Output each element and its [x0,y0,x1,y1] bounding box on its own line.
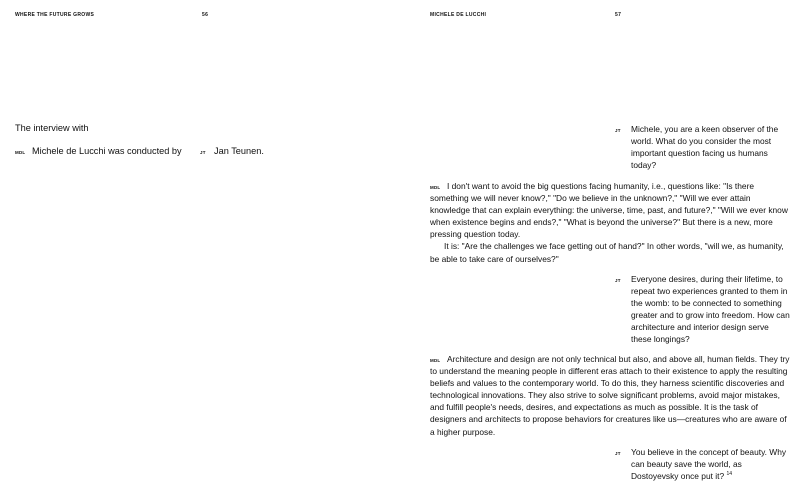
a2-paragraph: Architecture and design are not only technical but also, and above all, human fields. They try to understand the meaning people in different eras attach to their existence to apply the resulting beliefs and values to the contemporary world. To do this, they harness scientific discoveries and technological innovations. They also strive to solve significant problems, avoid major mistakes, and fulfill people's needs, desires, and expectations as much as possible. It is the task of designers and architects to propose behaviors for creatures like us—creatures who are aware of a higher purpose. [430,354,790,437]
a1-paragraph-1: I don't want to avoid the big questions facing humanity, i.e., questions like: "Is there something we will never know?," "Do we believe in the unknown?," "Will we ever attain knowledge that can explain everything: the universe, time, past, and future?," "Will we ever know when existence begins and ends?," "What is beyond the universe?" But there is a new, more pressing question today. [430,181,788,240]
intro-jt-tag: JT [200,150,206,155]
q3-footnote: 14 [726,471,732,478]
a1-tag: MDL [430,185,441,190]
a2-tag: MDL [430,358,441,363]
right-page-number: 57 [615,12,622,18]
left-page-number: 56 [202,12,209,18]
q1-tag: JT [615,128,621,133]
q2-tag: JT [615,278,621,283]
q1-text: Michele, you are a keen observer of the world. What do you consider the most important question facing us humans today? [631,124,779,171]
q3-text [631,446,791,482]
a1-text [430,180,792,265]
right-running-title: MICHELE DE LUCCHI [430,12,487,18]
q3-tag: JT [615,451,621,456]
intro-line-2: Michele de Lucchi was conducted by [32,146,182,156]
a2-text [430,353,792,438]
intro-interviewer: Jan Teunen. [214,146,264,156]
a1-paragraph-2: It is: "Are the challenges we face getting out of hand?" In other words, "will we, as humanity, be able to take care of ourselves?" [430,241,784,264]
left-running-title: WHERE THE FUTURE GROWS [15,12,95,18]
q2-text: Everyone desires, during their lifetime, to repeat two experiences granted to them in the womb: to be connected to something greater and to grow into freedom. How can architecture and interior design serve these longings? [631,274,790,345]
q3-question: You believe in the concept of beauty. Why can beauty save the world, as Dostoyevsky once put it? [631,447,787,482]
intro-mdl-tag: MDL [15,150,26,155]
intro-line-1: The interview with [15,123,89,133]
